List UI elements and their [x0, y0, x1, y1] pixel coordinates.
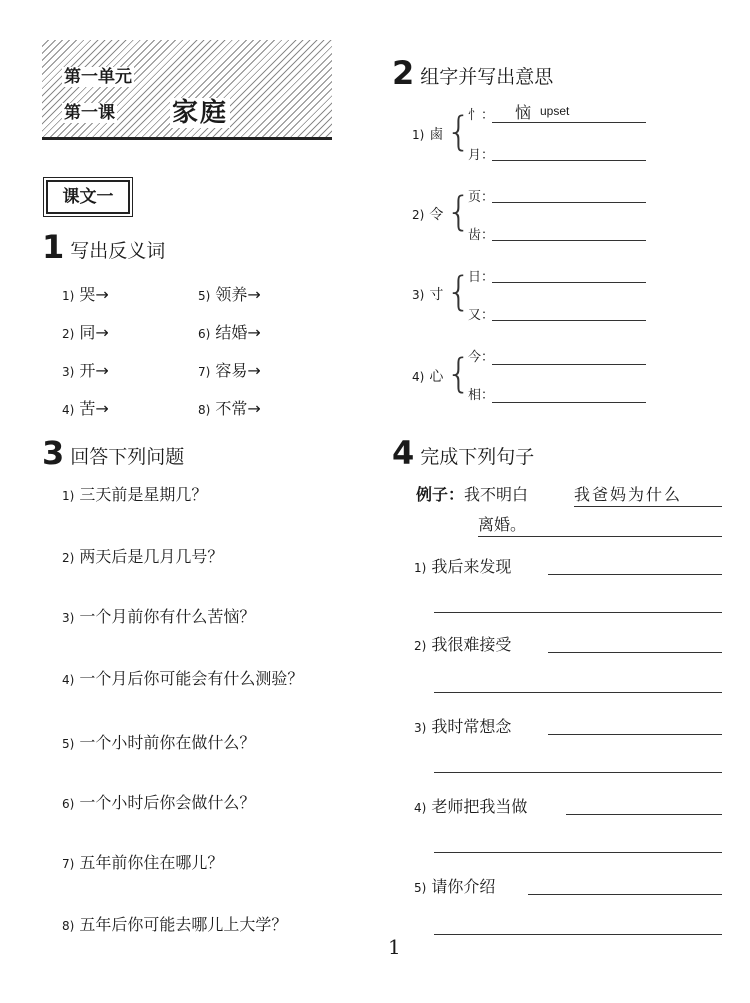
sentence-item: 5) 请你介绍 [414, 877, 496, 896]
brace-icon: { [446, 109, 472, 155]
text-label-box: 课文一 [46, 180, 130, 214]
answer-line[interactable] [434, 852, 722, 853]
brace-icon: { [446, 189, 472, 235]
lesson-label: 第一课 [64, 103, 115, 123]
answer-line[interactable] [434, 612, 722, 613]
lesson-title: 家庭 [172, 98, 229, 128]
answer-line[interactable] [492, 240, 646, 241]
answer-line[interactable] [492, 160, 646, 161]
answer-line[interactable] [434, 934, 722, 935]
answer-char: 恼 [515, 103, 532, 122]
question-item: 4) 一个月后你可能会有什么测验？ [62, 669, 304, 688]
question-item: 1) 三天前是星期几？ [62, 485, 208, 504]
question-item: 3) 一个月前你有什么苦恼？ [62, 607, 256, 626]
answer-line[interactable] [434, 692, 722, 693]
answer-line[interactable] [434, 772, 722, 773]
compose-group: 4) 心 [412, 369, 444, 385]
answer-line[interactable] [492, 320, 646, 321]
example-sentence: 例子：我不明白 [416, 485, 529, 504]
antonym-item: 2) 同→ [62, 323, 109, 342]
antonym-item: 3) 开→ [62, 361, 109, 380]
answer-line[interactable] [548, 574, 722, 575]
compose-group: 1) 鹵 [412, 127, 444, 143]
sentence-item: 4) 老师把我当做 [414, 797, 528, 816]
answer-line[interactable] [492, 202, 646, 203]
answer-line[interactable] [492, 122, 646, 123]
answer-meaning: upset [540, 104, 570, 118]
example-answer: 我爸妈为什么 [574, 485, 683, 504]
compose-group: 3) 寸 [412, 287, 444, 303]
answer-line[interactable] [566, 814, 722, 815]
antonym-item: 4) 苦→ [62, 399, 109, 418]
answer-line[interactable] [492, 282, 646, 283]
page-number: 1 [388, 935, 401, 959]
question-item: 8) 五年后你可能去哪儿上大学？ [62, 915, 288, 934]
question-item: 6) 一个小时后你会做什么？ [62, 793, 256, 812]
antonym-item: 6) 结婚→ [198, 323, 261, 342]
antonym-item: 5) 领养→ [198, 285, 261, 304]
answer-line [574, 506, 722, 507]
answer-line[interactable] [528, 894, 722, 895]
antonym-item: 1) 哭→ [62, 285, 109, 304]
base-component: 鹵 [429, 127, 444, 143]
answer-line[interactable] [548, 734, 722, 735]
section-4-heading: 4 完成下列句子 [392, 434, 535, 472]
sentence-item: 1) 我后来发现 [414, 557, 512, 576]
answer-line[interactable] [492, 364, 646, 365]
section-3-heading: 3 回答下列问题 [42, 434, 185, 472]
section-1-heading: 1 写出反义词 [42, 228, 166, 266]
compose-group: 2) 令 [412, 207, 444, 223]
lesson-banner [42, 40, 332, 140]
answer-line [478, 536, 722, 537]
section-2-heading: 2 组字并写出意思 [392, 54, 554, 92]
example-answer: 离婚。 [478, 515, 527, 534]
antonym-item: 7) 容易→ [198, 361, 261, 380]
question-item: 2) 两天后是几月几号？ [62, 547, 224, 566]
question-item: 5) 一个小时前你在做什么？ [62, 733, 256, 752]
sentence-item: 2) 我很难接受 [414, 635, 512, 654]
answer-line[interactable] [548, 652, 722, 653]
sentence-item: 3) 我时常想念 [414, 717, 512, 736]
antonym-item: 8) 不常→ [198, 399, 261, 418]
brace-icon: { [446, 351, 472, 397]
question-item: 7) 五年前你住在哪儿？ [62, 853, 224, 872]
unit-label: 第一单元 [64, 67, 132, 87]
answer-line[interactable] [492, 402, 646, 403]
brace-icon: { [446, 269, 472, 315]
